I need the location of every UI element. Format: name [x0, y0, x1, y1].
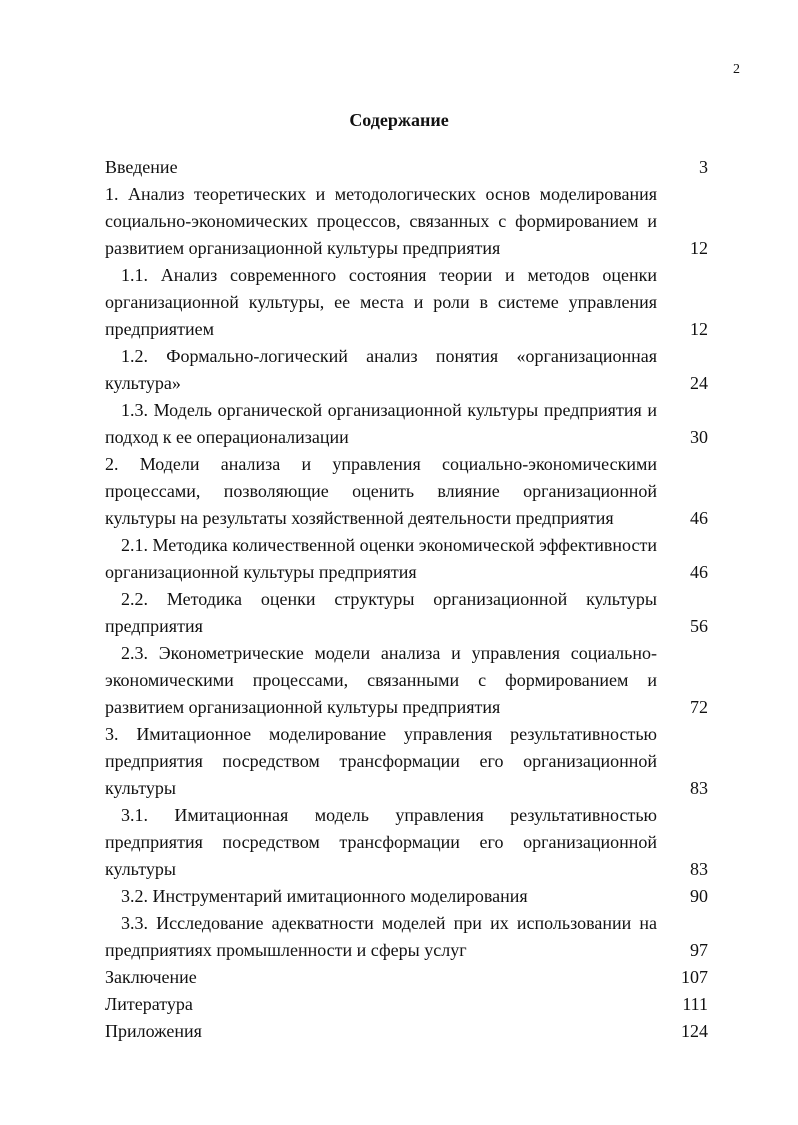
toc-entry-text: 2.2. Методика оценки структуры организационной культуры предприятия: [105, 589, 657, 636]
toc-entry-page: 24: [690, 373, 708, 393]
toc-entry-page: 56: [690, 616, 708, 636]
toc-entry-introduction: [105, 154, 708, 181]
toc-entry-text: 1. Анализ теоретических и методологических основ моделирования социально-экономических процессов, связанных с формированием и развитием организационной культуры предприятия: [105, 184, 657, 258]
toc-entry-page: 83: [690, 778, 708, 798]
toc-entry-page: 12: [690, 238, 708, 258]
toc-entry-section-3-1: [105, 802, 708, 883]
toc-entry-page: 3: [699, 157, 708, 177]
toc-entry-chapter-1: [105, 181, 708, 262]
toc-entry-text: 2.3. Эконометрические модели анализа и управления социально-экономическими процессами, связанными с формированием и развитием организационной культуры предприятия: [105, 643, 657, 717]
toc-entry-literature: [105, 991, 708, 1018]
toc-entry-text: 3.2. Инструментарий имитационного моделирования: [121, 886, 528, 906]
toc-entry-page: 97: [690, 940, 708, 960]
toc-entry-conclusion: [105, 964, 708, 991]
toc-entry-section-2-2: [105, 586, 708, 640]
toc-entry-page: 124: [681, 1021, 708, 1041]
toc-entry-chapter-2: [105, 451, 708, 532]
toc-entry-page: 107: [681, 967, 708, 987]
toc-entry-section-1-2: [105, 343, 708, 397]
toc-entry-chapter-3: [105, 721, 708, 802]
toc-entry-page: 72: [690, 697, 708, 717]
toc-entry-text: Приложения: [105, 1021, 202, 1041]
toc-entry-page: 46: [690, 508, 708, 528]
toc-entry-section-1-1: [105, 262, 708, 343]
page-number: 2: [733, 62, 740, 77]
toc-entry-text: Заключение: [105, 967, 197, 987]
toc-entry-page: 30: [690, 427, 708, 447]
toc-entry-page: 83: [690, 859, 708, 879]
toc-entry-section-1-3: [105, 397, 708, 451]
toc-entry-section-2-3: [105, 640, 708, 721]
toc-entry-text: 1.3. Модель органической организационной культуры предприятия и подход к ее операционализации: [105, 400, 657, 447]
toc-entry-text: 2. Модели анализа и управления социально-экономическими процессами, позволяющие оценить влияние организационной культуры на результаты хозяйственной деятельности предприятия: [105, 454, 657, 528]
toc-entry-text: Литература: [105, 994, 193, 1014]
table-of-contents: [105, 154, 708, 1045]
toc-entry-text: 1.1. Анализ современного состояния теории и методов оценки организационной культуры, ее места и роли в системе управления предприятием: [105, 265, 657, 339]
toc-entry-section-2-1: [105, 532, 708, 586]
toc-entry-text: Введение: [105, 157, 178, 177]
toc-title: Содержание: [349, 110, 449, 130]
toc-entry-page: 46: [690, 562, 708, 582]
toc-entry-page: 111: [682, 994, 708, 1014]
toc-entry-page: 90: [690, 886, 708, 906]
toc-entry-section-3-2: [105, 883, 708, 910]
toc-entry-text: 3.3. Исследование адекватности моделей при их использовании на предприятиях промышленности и сферы услуг: [105, 913, 657, 960]
toc-entry-text: 3.1. Имитационная модель управления результативностью предприятия посредством трансформации его организационной культуры: [105, 805, 657, 879]
toc-entry-text: 1.2. Формально-логический анализ понятия «организационная культура»: [105, 346, 657, 393]
toc-entry-text: 2.1. Методика количественной оценки экономической эффективности организационной культуры предприятия: [105, 535, 657, 582]
toc-entry-section-3-3: [105, 910, 708, 964]
toc-entry-text: 3. Имитационное моделирование управления результативностью предприятия посредством трансформации его организационной культуры: [105, 724, 657, 798]
toc-entry-page: 12: [690, 319, 708, 339]
toc-entry-appendices: [105, 1018, 708, 1045]
